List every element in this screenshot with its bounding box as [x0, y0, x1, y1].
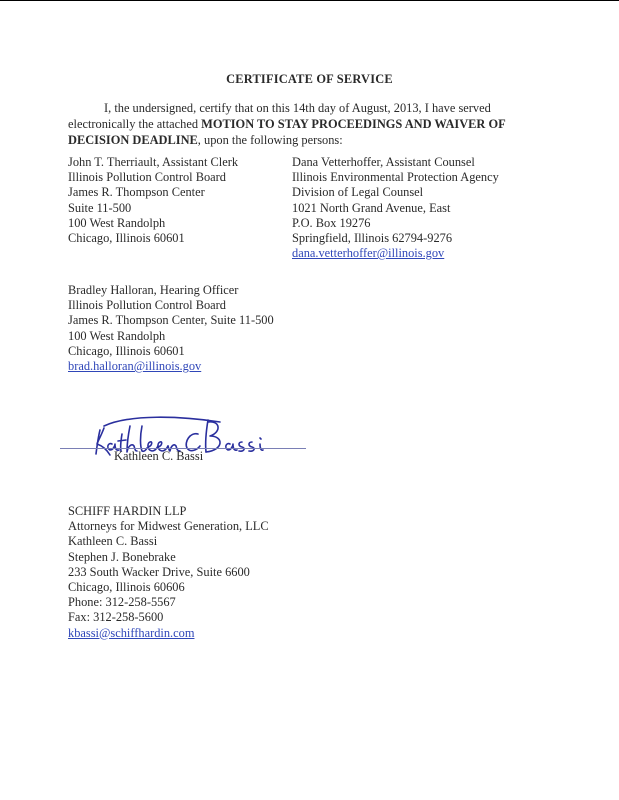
- address-line: Illinois Pollution Control Board: [68, 298, 226, 313]
- address-line: Bradley Halloran, Hearing Officer: [68, 283, 239, 297]
- address-line: Chicago, Illinois 60601: [68, 231, 185, 246]
- recipient-clerk-address: [68, 155, 238, 246]
- email-link-halloran[interactable]: brad.halloran@illinois.gov: [68, 359, 202, 374]
- intro-text-start: I, the undersigned, certify that on this 14th day of August, 2013, I have served electronically the attached: [68, 101, 491, 131]
- sender-address-block: [68, 504, 269, 641]
- intro-text-end: , upon the following persons:: [197, 133, 343, 147]
- address-line: SCHIFF HARDIN LLP: [68, 504, 187, 518]
- address-line: Fax: 312-258-5600: [68, 610, 164, 625]
- address-line: James R. Thompson Center, Suite 11-500: [68, 313, 274, 328]
- signer-printed-name: Kathleen C. Bassi: [114, 449, 204, 463]
- address-line: Dana Vetterhoffer, Assistant Counsel: [292, 155, 475, 169]
- certification-paragraph: [68, 100, 518, 148]
- email-link-vetterhoffer[interactable]: dana.vetterhoffer@illinois.gov: [292, 246, 445, 261]
- recipient-counsel-address: [292, 155, 499, 261]
- address-line: P.O. Box 19276: [292, 215, 371, 230]
- address-line: Illinois Environmental Protection Agency: [292, 170, 499, 185]
- address-line: 1021 North Grand Avenue, East: [292, 200, 451, 215]
- address-line: 100 West Randolph: [68, 328, 166, 343]
- address-line: Springfield, Illinois 62794-9276: [292, 231, 453, 246]
- address-line: Attorneys for Midwest Generation, LLC: [68, 519, 269, 534]
- address-line: Kathleen C. Bassi: [68, 534, 158, 549]
- address-line: John T. Therriault, Assistant Clerk: [68, 155, 239, 169]
- address-line: Illinois Pollution Control Board: [68, 170, 226, 185]
- email-link-bassi[interactable]: kbassi@schiffhardin.com: [68, 625, 195, 640]
- address-line: Suite 11-500: [68, 200, 132, 215]
- address-line: Chicago, Illinois 60606: [68, 580, 185, 595]
- address-line: 100 West Randolph: [68, 215, 166, 230]
- recipient-hearing-officer-address: [68, 283, 274, 374]
- address-line: 233 South Wacker Drive, Suite 6600: [68, 564, 250, 579]
- address-line: Division of Legal Counsel: [292, 185, 424, 200]
- address-line: Chicago, Illinois 60601: [68, 343, 185, 358]
- document-title: CERTIFICATE OF SERVICE: [226, 72, 393, 86]
- address-line: Phone: 312-258-5567: [68, 595, 176, 610]
- address-line: Stephen J. Bonebrake: [68, 549, 176, 564]
- address-line: James R. Thompson Center: [68, 185, 205, 200]
- motion-title: MOTION TO STAY PROCEEDINGS AND WAIVER OF DECISION DEADLINE: [68, 117, 506, 147]
